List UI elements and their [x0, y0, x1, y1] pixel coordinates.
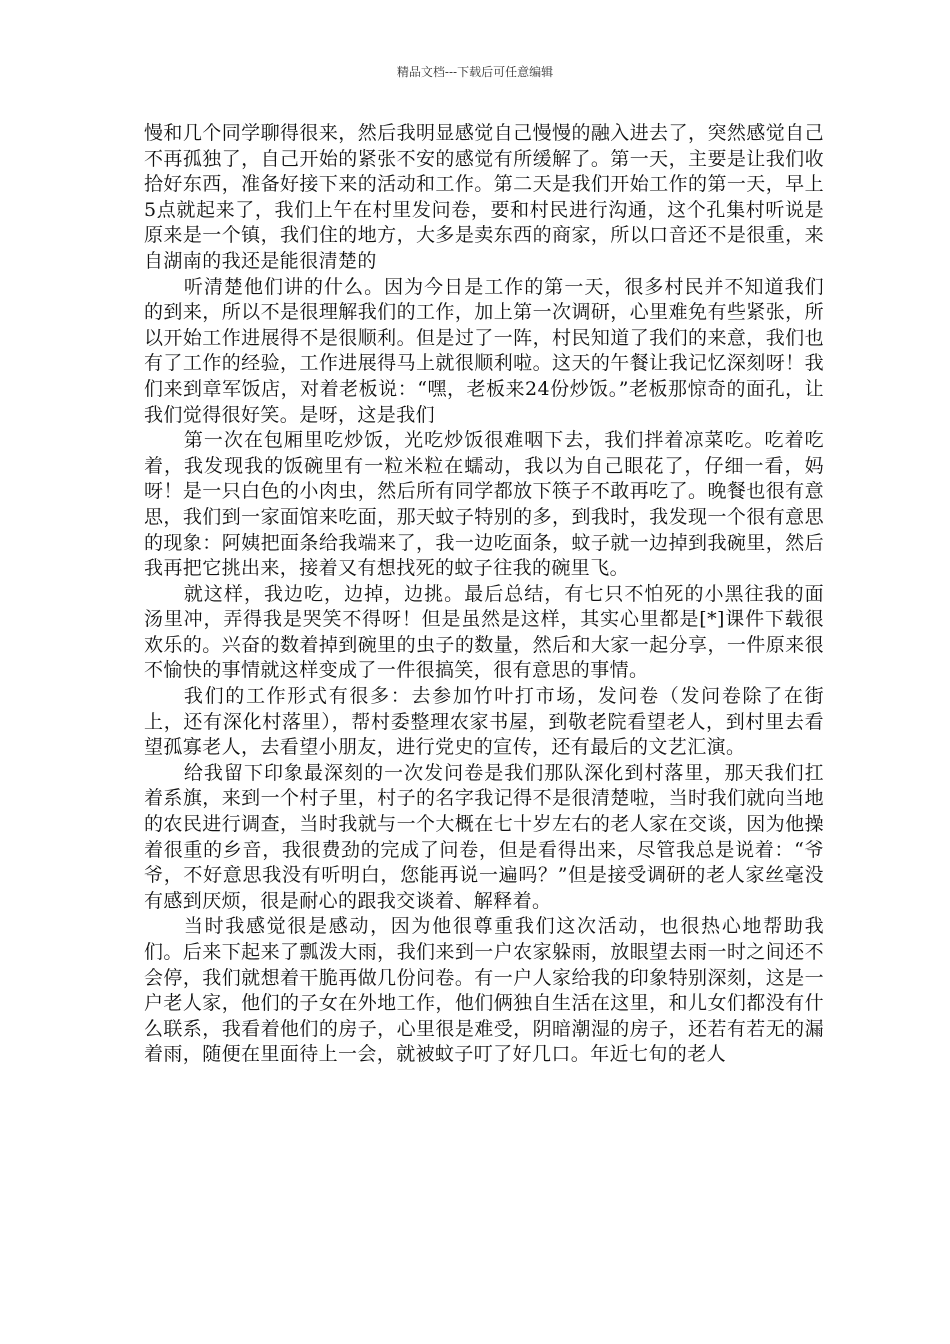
- paragraph-3: 第一次在包厢里吃炒饭，光吃炒饭很难咽下去，我们拌着凉菜吃。吃着吃着，我发现我的饭碗里有一粒米粒在蠕动，我以为自己眼花了，仔细一看，妈呀！是一只白色的小肉虫，然后所有同学都放下筷子不敢再吃了。晚餐也很有意思，我们到一家面馆来吃面，那天蚊子特别的多，到我时，我发现一个很有意思的现象：阿姨把面条给我端来了，我一边吃面条，蚊子就一边掉到我碗里，然后我再把它挑出来，接着又有想找死的蚊子往我的碗里飞。: [144, 429, 824, 580]
- paragraph-1: 慢和几个同学聊得很来，然后我明显感觉自己慢慢的融入进去了，突然感觉自己不再孤独了，自己开始的紧张不安的感觉有所缓解了。第一天，主要是让我们收拾好东西，准备好接下来的活动和工作。第二天是我们开始工作的第一天，早上5点就起来了，我们上午在村里发问卷，要和村民进行沟通，这个孔集村听说是原来是一个镇，我们住的地方，大多是卖东西的商家，所以口音还不是很重，来自湖南的我还是能很清楚的: [144, 122, 824, 272]
- paragraph-5: 我们的工作形式有很多：去参加竹叶打市场，发问卷（发问卷除了在街上，还有深化村落里），帮村委整理农家书屋，到敬老院看望老人，到村里去看望孤寡老人，去看望小朋友，进行党史的宣传，还有最后的文艺汇演。: [144, 685, 824, 759]
- paragraph-7: 当时我感觉很是感动，因为他很尊重我们这次活动，也很热心地帮助我们。后来下起来了瓢泼大雨，我们来到一户农家躲雨，放眼望去雨一时之间还不会停，我们就想着干脆再做几份问卷。有一户人家给我的印象特别深刻，这是一户老人家，他们的子女在外地工作，他们俩独自生活在这里，和儿女们都没有什么联系，我看着他们的房子，心里很是难受，阴暗潮湿的房子，还若有若无的漏着雨，随便在里面待上一会，就被蚊子叮了好几口。年近七旬的老人: [144, 915, 824, 1066]
- paragraph-6: 给我留下印象最深刻的一次发问卷是我们那队深化到村落里，那天我们扛着系旗，来到一个村子里，村子的名字我记得不是很清楚啦，当时我们就向当地的农民进行调查，当时我就与一个大概在七十岁左右的老人家在交谈，因为他操着很重的乡音，我很费劲的完成了问卷，但是看得出来，尽管我总是说着：“爷爷，不好意思我没有听明白，您能再说一遍吗？”但是接受调研的老人家丝毫没有感到厌烦，很是耐心的跟我交谈着、解释着。: [144, 761, 824, 912]
- page-header: 精品文档---下载后可任意编辑: [396, 65, 554, 79]
- paragraph-2: 听清楚他们讲的什么。因为今日是工作的第一天，很多村民并不知道我们的到来，所以不是很理解我们的工作，加上第一次调研，心里难免有些紧张，所以开始工作进展得不是很顺利。但是过了一阵，村民知道了我们的来意，我们也有了工作的经验，工作进展得马上就很顺利啦。这天的午餐让我记忆深刻呀！我们来到章军饭店，对着老板说：“嘿，老板来24份炒饭。”老板那惊奇的面孔，让我们觉得很好笑。是呀，这是我们: [144, 275, 824, 426]
- paragraph-4: 就这样，我边吃，边掉，边挑。最后总结，有七只不怕死的小黑往我的面汤里冲，弄得我是哭笑不得呀！但是虽然是这样，其实心里都是[*]课件下载很欢乐的。兴奋的数着掉到碗里的虫子的数量，然后和大家一起分享，一件原来很不愉快的事情就这样变成了一件很搞笑，很有意思的事情。: [144, 582, 824, 682]
- document-body: [144, 121, 824, 1068]
